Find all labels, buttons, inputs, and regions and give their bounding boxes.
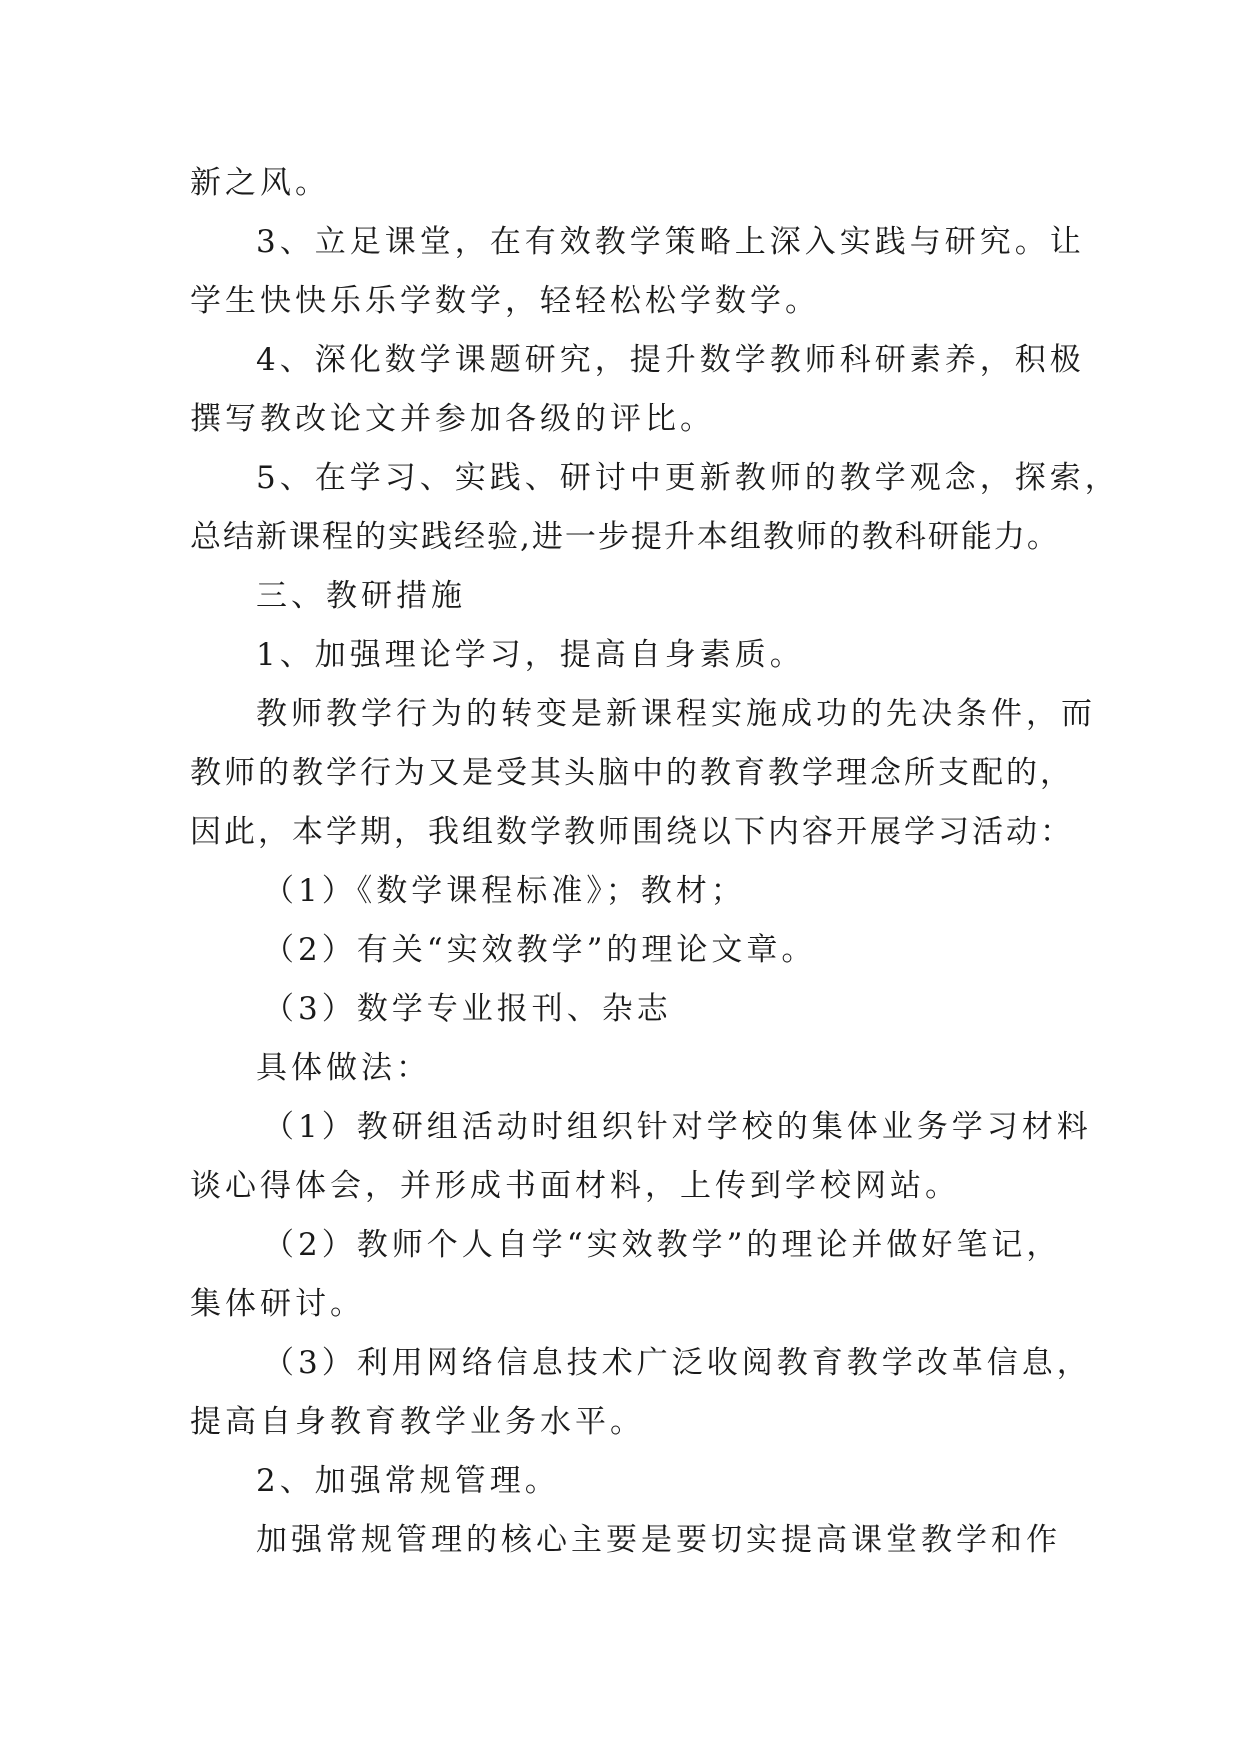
list-item: （3）利用网络信息技术广泛收阅教育教学改革信息， [263,1345,1092,1381]
text-line: 3、立足课堂，在有效教学策略上深入实践与研究。让 [256,224,1085,260]
text-line: 4、深化数学课题研究，提升数学教师科研素养，积极 [256,342,1085,378]
list-item: （2）有关“实效教学”的理论文章。 [263,932,817,968]
section-heading: 三、教研措施 [256,578,466,614]
text-line: 教师教学行为的转变是新课程实施成功的先决条件，而 [256,696,1096,732]
subsection-heading: 2、加强常规管理。 [256,1463,560,1499]
subsection-heading: 1、加强理论学习，提高自身素质。 [256,637,805,673]
text-line: 教师的教学行为又是受其头脑中的教育教学理念所支配的， [190,755,1074,791]
text-line: 提高自身教育教学业务水平。 [190,1404,645,1440]
list-item: （3）数学专业报刊、杂志 [263,991,672,1027]
text-line: 学生快快乐乐学数学，轻轻松松学数学。 [190,283,820,319]
list-item: （1）《数学课程标准》；教材； [263,873,746,909]
text-line: 总结新课程的实践经验,进一步提升本组教师的教科研能力。 [190,519,1060,555]
text-line: 谈心得体会，并形成书面材料，上传到学校网站。 [190,1168,960,1204]
text-line: 因此，本学期，我组数学教师围绕以下内容开展学习活动： [190,814,1074,850]
text-line: 新之风。 [190,165,330,201]
text-line: 加强常规管理的核心主要是要切实提高课堂教学和作 [256,1522,1061,1558]
list-item: （2）教师个人自学“实效教学”的理论并做好笔记， [263,1227,1062,1263]
text-line: 具体做法： [256,1050,431,1086]
text-line: 集体研讨。 [190,1286,365,1322]
text-line: 5、在学习、实践、研讨中更新教师的教学观念，探索， [256,460,1120,496]
list-item: （1）教研组活动时组织针对学校的集体业务学习材料 [263,1109,1092,1145]
text-line: 撰写教改论文并参加各级的评比。 [190,401,715,437]
